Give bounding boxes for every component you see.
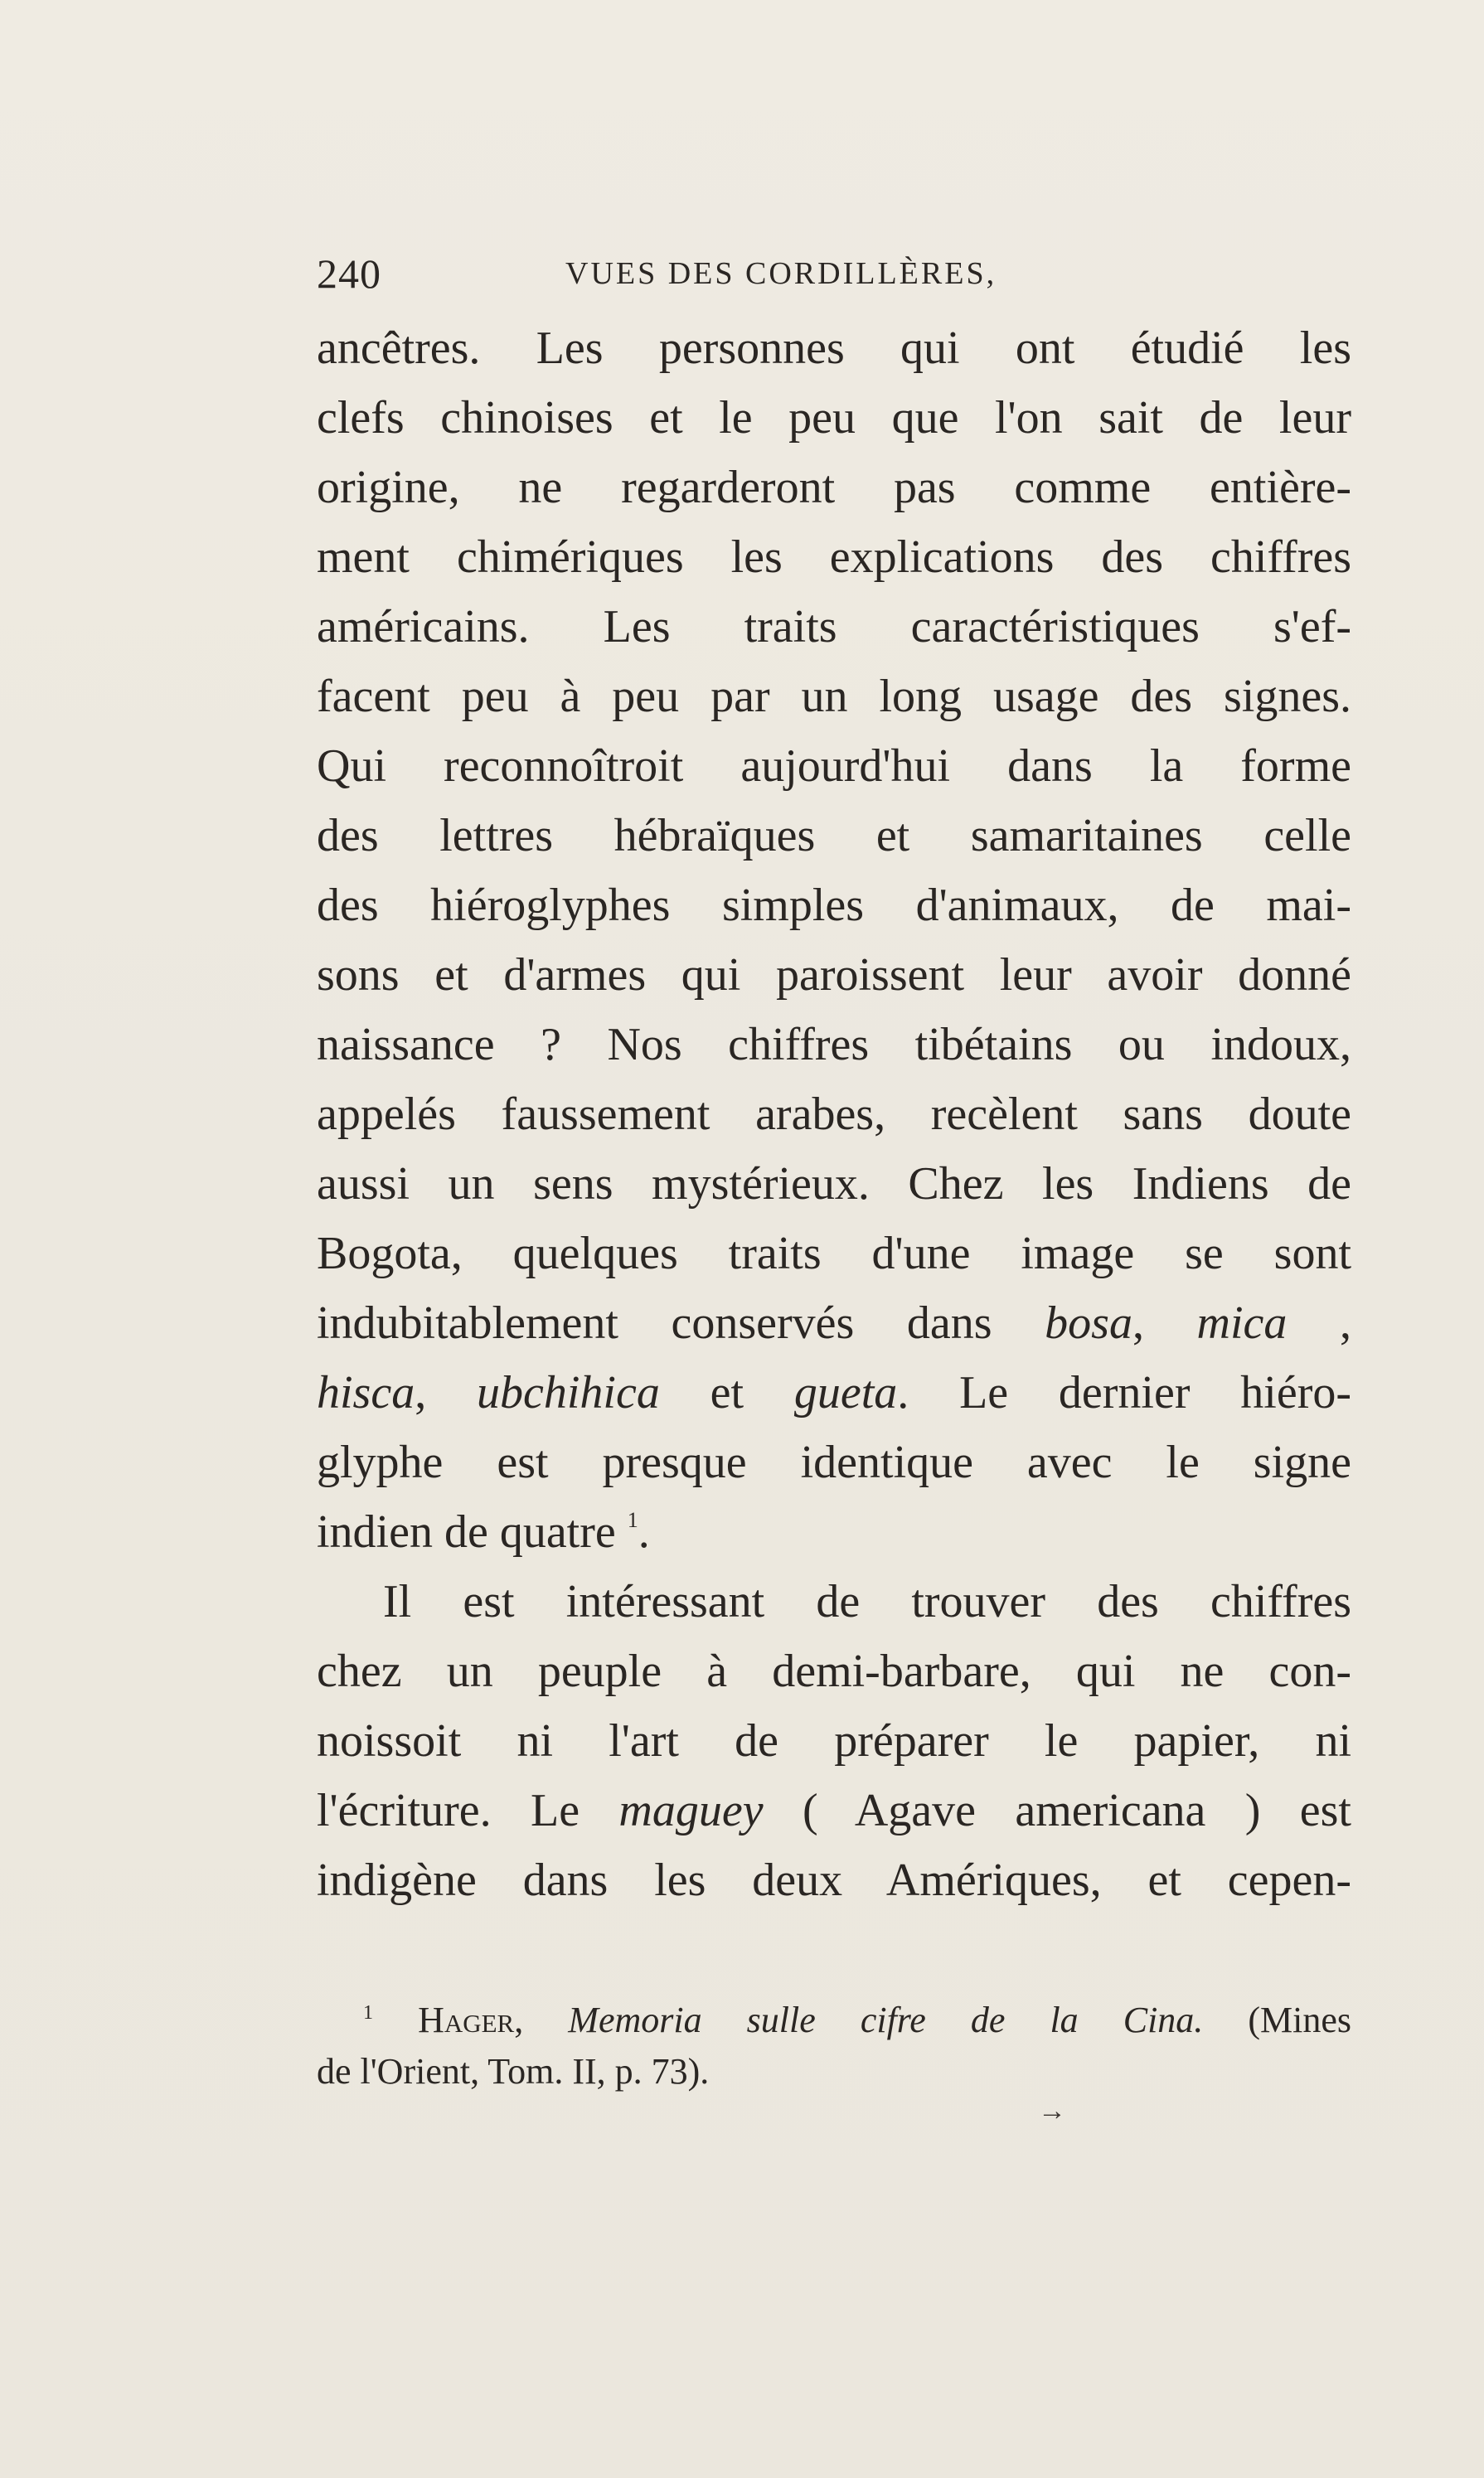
italic-word: mica [1196,1297,1288,1349]
text-line: des lettres hébraïques et samaritaines celle [317,810,1351,861]
footnote [317,1995,1351,2097]
text-run: et [659,1367,794,1418]
text-run: indubitablement conservés dans [317,1297,1045,1349]
italic-word: hisca [317,1367,415,1418]
text-run: , [415,1367,478,1418]
text-line: ment chimériques les explications des chiffres [317,531,1351,583]
text-line [317,1288,1351,1358]
text-line: aussi un sens mystérieux. Chez les Indiens de [317,1158,1351,1210]
text-line: sons et d'armes qui paroissent leur avoir donné [317,949,1351,1001]
footnote-author: Hager [418,2000,515,2040]
text-line: Bogota, quelques traits d'une image se sont [317,1228,1351,1279]
text-line [317,1497,1351,1567]
catch-mark: → [1038,2096,1066,2126]
text-line [317,1358,1351,1428]
footnote-ref: 1 [627,1508,638,1532]
text-line: Qui reconnoîtroit aujourd'hui dans la forme [317,740,1351,792]
text-line: facent peu à peu par un long usage des signes. [317,671,1351,722]
text-run: , [514,2000,569,2040]
text-line: noissoit ni l'art de préparer le papier, ni [317,1715,1351,1767]
text-line: des hiéroglyphes simples d'animaux, de mai- [317,880,1351,931]
footnote-title: Memoria sulle cifre de la Cina. [568,2000,1204,2040]
text-line: naissance ? Nos chiffres tibétains ou indoux, [317,1019,1351,1070]
footnote-line: de l'Orient, Tom. II, p. 73). [317,2051,710,2092]
text-run: l'écriture. Le [317,1785,619,1836]
running-head: VUES DES CORDILLÈRES, [565,256,997,291]
page-header [317,249,1351,298]
text-run: (Mines [1203,2000,1352,2040]
footnote-line [317,1995,1351,2046]
text-line: indigène dans les deux Amériques, et cepen- [317,1855,1351,1906]
text-line: clefs chinoises et le peu que l'on sait de leur [317,392,1351,444]
text-line: ancêtres. Les personnes qui ont étudié les [317,322,1351,374]
text-line: américains. Les traits caractéristiques s'ef- [317,601,1351,652]
text-run: . Le dernier hiéro- [897,1367,1352,1418]
body-text [317,313,1351,1915]
text-line: appelés faussement arabes, recèlent sans doute [317,1089,1351,1140]
text-run: indien de quatre [317,1506,628,1558]
text-run: , [1287,1297,1351,1349]
text-line: origine, ne regarderont pas comme entière- [317,462,1351,513]
page-number: 240 [317,250,381,297]
text-run: , [1132,1297,1197,1349]
text-line [317,1776,1351,1845]
italic-word: gueta [793,1367,898,1418]
text-line: chez un peuple à demi-barbare, qui ne con- [317,1646,1351,1697]
text-line: glyphe est presque identique avec le signe [317,1437,1351,1488]
footnote-mark: 1 [363,2002,373,2024]
italic-word: bosa [1045,1297,1132,1349]
italic-word: maguey [618,1785,764,1836]
text-run: . [638,1506,650,1558]
text-run: ( Agave americana ) est [763,1785,1351,1836]
italic-word: ubchihica [477,1367,660,1418]
text-line: Il est intéressant de trouver des chiffres [383,1576,1351,1627]
